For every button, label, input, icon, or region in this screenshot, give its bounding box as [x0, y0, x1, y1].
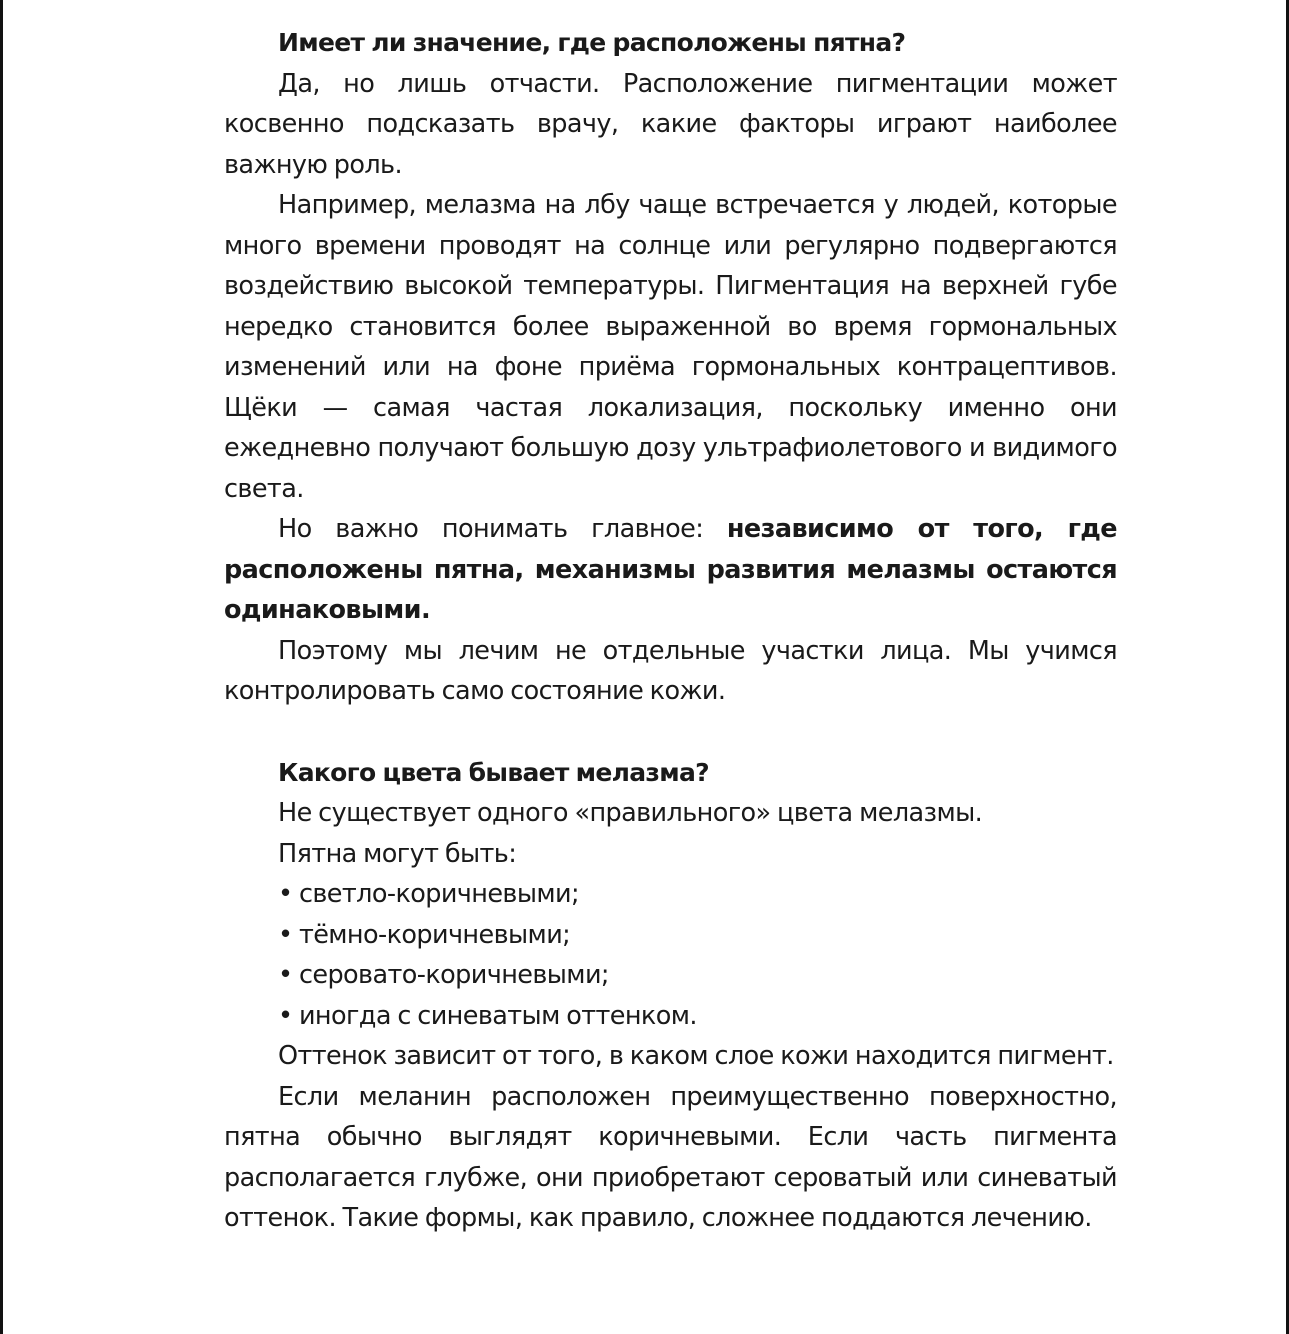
paragraph: Например, мелазма на лбу чаще встречается у людей, которые много времени проводят на солнце или регулярно подвергаются воздействию высокой температуры. Пигментация на верхней губе нередко становится более выраженной во время гормональных изменений или на фоне приёма гормональных контрацептивов. Щёки — самая частая локализация, поскольку именно они ежедневно получают большую дозу ультрафиолетового и видимого света. — [224, 190, 1117, 504]
paragraph: Поэтому мы лечим не отдельные участки лица. Мы учимся контролировать само состояние кожи. — [224, 635, 1117, 706]
section-spacer — [224, 712, 1117, 753]
document-body — [224, 23, 1117, 1239]
list-item: • серовато-коричневыми; — [278, 955, 1117, 996]
list-item: • тёмно-коричневыми; — [278, 915, 1117, 956]
color-list — [224, 874, 1117, 1036]
bold-statement: независимо от того, где расположены пятна, механизмы развития мелазмы остаются одинаковыми. — [224, 514, 1117, 625]
list-item: • светло-коричневыми; — [278, 874, 1117, 915]
paragraph-lead-text: Но важно понимать главное: — [278, 514, 727, 544]
text-line: Не существует одного «правильного» цвета мелазмы. — [278, 798, 983, 828]
paragraph-emphasis — [224, 509, 1117, 631]
section-location — [224, 23, 1117, 712]
paragraph: Оттенок зависит от того, в каком слое кожи находится пигмент. — [278, 1041, 1114, 1071]
text-line: Пятна могут быть: — [278, 838, 517, 869]
paragraph: Да, но лишь отчасти. Расположение пигментации может косвенно подсказать врачу, какие факторы играют наиболее важную роль. — [224, 68, 1117, 180]
paragraph: Если меланин расположен преимущественно поверхностно, пятна обычно выглядят коричневыми. Если часть пигмента располагается глубже, они приобретают сероватый или синеватый оттенок. Такие формы, как правило, сложнее поддаются лечению. — [224, 1081, 1117, 1233]
section-color — [224, 753, 1117, 1239]
list-item: • иногда с синеватым оттенком. — [278, 996, 1117, 1037]
section-heading: Имеет ли значение, где расположены пятна? — [278, 28, 906, 57]
section-heading: Какого цвета бывает мелазма? — [278, 757, 709, 787]
